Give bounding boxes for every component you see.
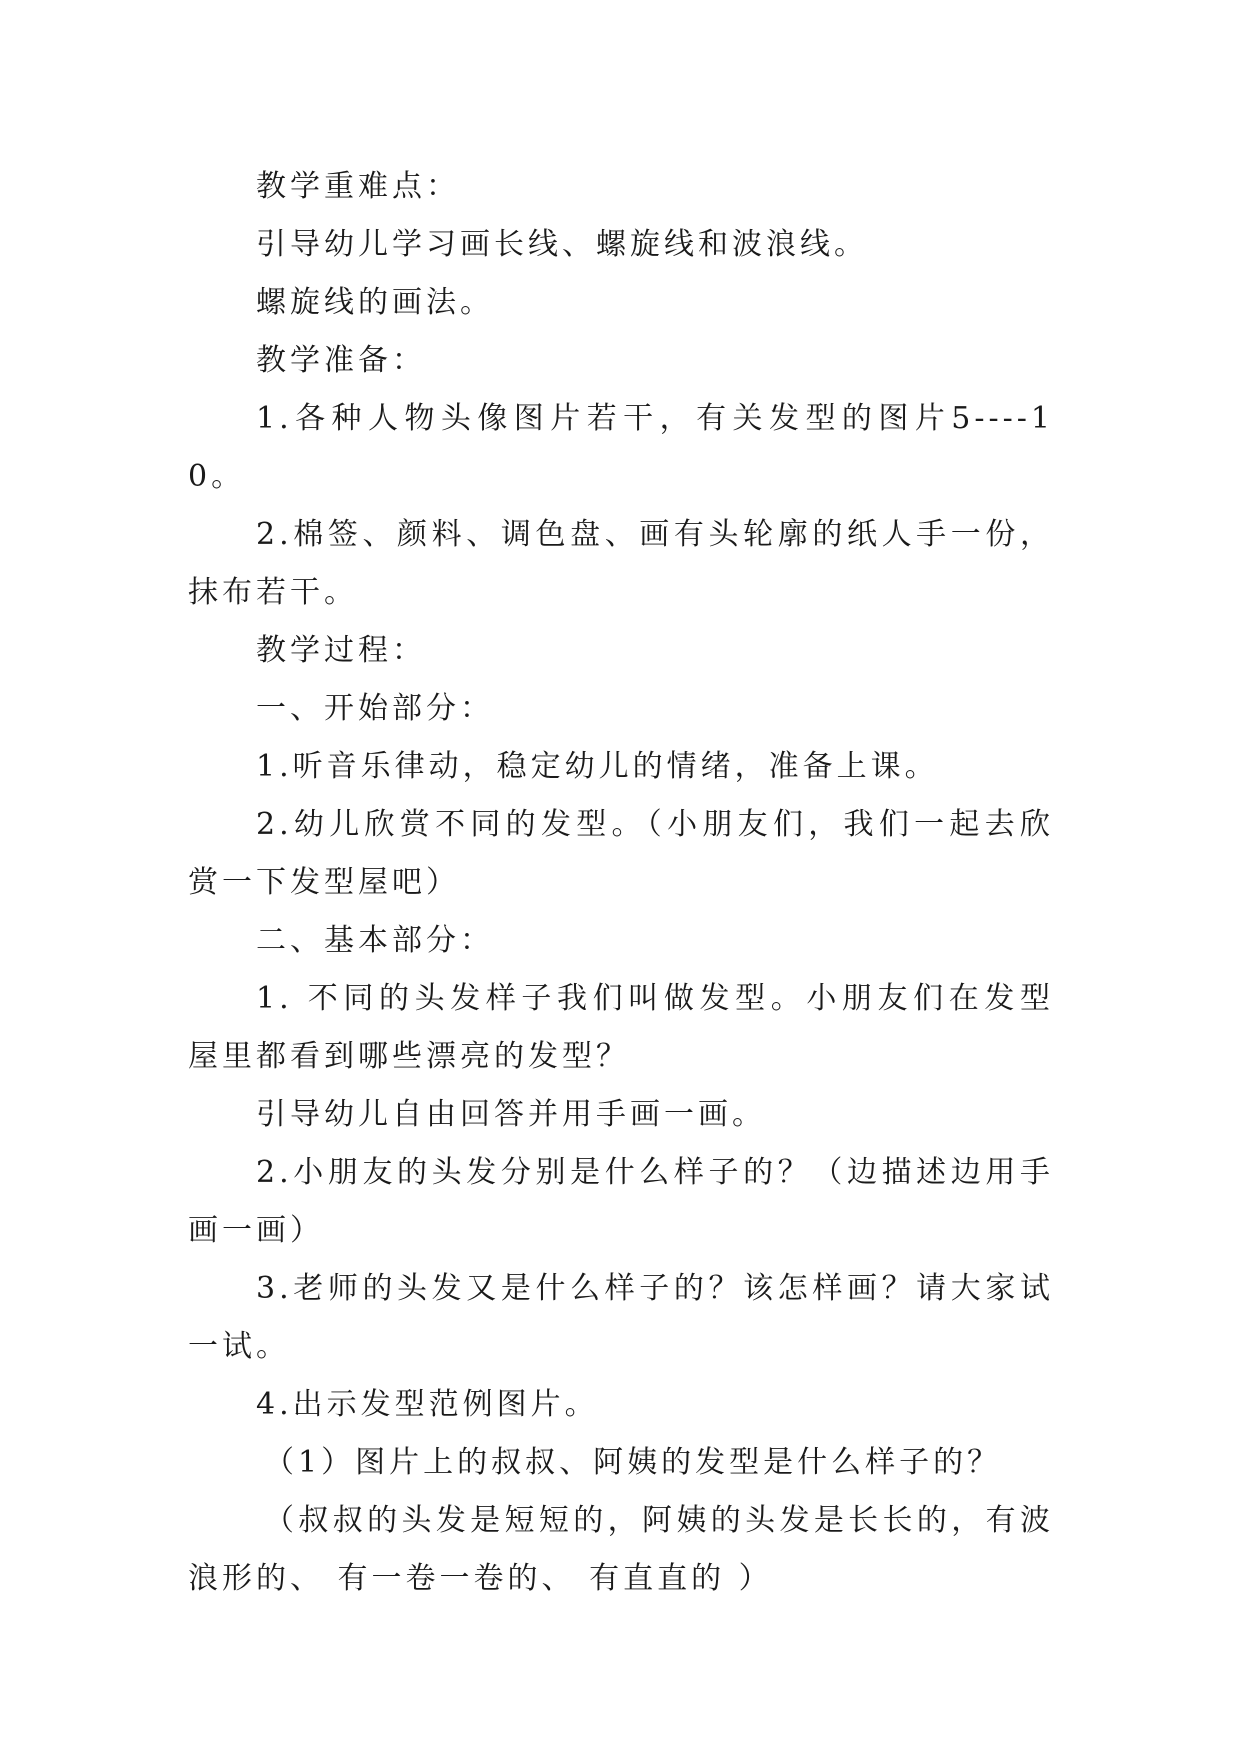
paragraph-basic-3: 3.老师的头发又是什么样子的？该怎样画？请大家试一试。 bbox=[188, 1271, 1054, 1364]
paragraph-preparation-1: 1.各种人物头像图片若干，有关发型的图片5----10。 bbox=[188, 401, 1054, 494]
heading-opening-section: 一、开始部分： bbox=[256, 691, 494, 726]
paragraph-basic-1: 1. 不同的头发样子我们叫做发型。小朋友们在发型屋里都看到哪些漂亮的发型？ bbox=[188, 981, 1054, 1074]
paragraph-difficulty-1: 引导幼儿学习画长线、螺旋线和波浪线。 bbox=[256, 227, 868, 262]
paragraph-basic-4-question: （1）图片上的叔叔、阿姨的发型是什么样子的？ bbox=[264, 1445, 1002, 1480]
paragraph-opening-1: 1.听音乐律动，稳定幼儿的情绪，准备上课。 bbox=[256, 749, 939, 784]
paragraph-opening-2: 2.幼儿欣赏不同的发型。（小朋友们，我们一起去欣赏一下发型屋吧） bbox=[188, 807, 1054, 900]
paragraph-difficulty-2: 螺旋线的画法。 bbox=[256, 285, 494, 320]
heading-process: 教学过程： bbox=[256, 633, 426, 668]
paragraph-basic-2: 2.小朋友的头发分别是什么样子的？（边描述边用手画一画） bbox=[188, 1155, 1054, 1248]
document-body bbox=[188, 158, 1054, 1608]
paragraph-basic-guide: 引导幼儿自由回答并用手画一画。 bbox=[256, 1097, 766, 1132]
heading-basic-section: 二、基本部分： bbox=[256, 923, 494, 958]
paragraph-basic-4: 4.出示发型范例图片。 bbox=[256, 1387, 599, 1422]
paragraph-basic-4-answer: （叔叔的头发是短短的，阿姨的头发是长长的，有波浪形的、 有一卷一卷的、 有直直的 ） bbox=[188, 1503, 1054, 1596]
paragraph-preparation-2: 2.棉签、颜料、调色盘、画有头轮廓的纸人手一份，抹布若干。 bbox=[188, 517, 1054, 610]
heading-preparation: 教学准备： bbox=[256, 343, 426, 378]
heading-key-difficulties: 教学重难点： bbox=[256, 169, 460, 204]
